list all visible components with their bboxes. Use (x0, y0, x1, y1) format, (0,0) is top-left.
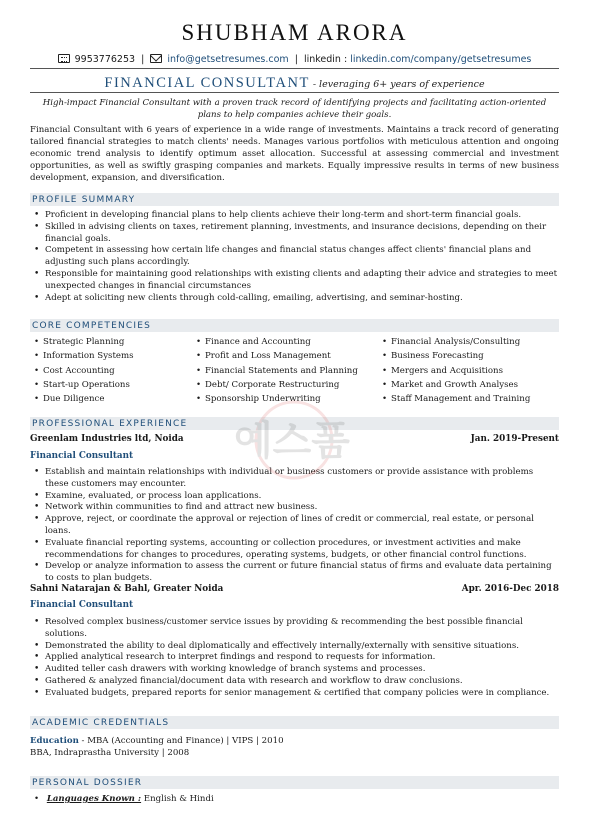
profile-bullet: • Responsible for maintaining good relationships with existing clients and adapting their advice and strategies to meet unexpected changes in financial circumstances (34, 269, 558, 293)
section-heading-profile-summary: PROFILE SUMMARY (30, 193, 559, 206)
phone-icon (58, 54, 70, 63)
email-link[interactable]: info@getsetresumes.com (167, 54, 289, 65)
profile-bullet: • Competent in assessing how certain life changes and financial status changes affect clients' financial plans and adjusting such plans accordingly. (34, 245, 558, 269)
job-header (30, 584, 559, 594)
headline-divider (30, 92, 559, 93)
competency-item: • Mergers and Acquisitions (382, 364, 558, 378)
duty-bullet: • Develop or analyze information to assess the current or future financial status of firms and evaluate data pertaining to costs to plan budgets. (34, 561, 558, 585)
summary-paragraph: Financial Consultant with 6 years of experience in a wide range of investments. Maintains a track record of generating tailored financial strategies to match clients' needs. Manages various portfolios with meticulous attention and ongoing economic trend analysis to identify optimum asset allocation. Successful at assessing commercial and investment opportunities, as well as swiftly grasping companies and markets. Equally impressive results in terms of new business development, expansion, and diversification. (30, 125, 559, 183)
headline (0, 72, 589, 92)
competency-item: • Profit and Loss Management (196, 349, 382, 363)
competency-item: • Sponsorship Underwriting (196, 392, 382, 406)
competency-item: • Due Diligence (34, 392, 196, 406)
headline-subtitle: - leveraging 6+ years of experience (309, 79, 485, 90)
languages-value: English & Hindi (141, 794, 214, 804)
competency-item: • Finance and Accounting (196, 335, 382, 349)
competencies-column-3 (382, 335, 558, 406)
section-heading-professional-experience: PROFESSIONAL EXPERIENCE (30, 417, 559, 430)
job-dates: Jan. 2019-Present (470, 434, 559, 444)
job-duties-list (34, 617, 558, 700)
candidate-name: SHUBHAM ARORA (181, 20, 408, 45)
mail-icon (150, 54, 162, 63)
competency-item: • Strategic Planning (34, 335, 196, 349)
section-heading-core-competencies: CORE COMPETENCIES (30, 319, 559, 332)
duty-bullet: • Applied analytical research to interpret findings and respond to requests for information. (34, 652, 558, 664)
duty-bullet: • Gathered & analyzed financial/document data with research and workflow to draw conclusions. (34, 676, 558, 688)
company-name: Sahni Natarajan & Bahl, Greater Noida (30, 584, 224, 594)
education-line-1 (30, 735, 284, 747)
competencies-column-1 (34, 335, 196, 406)
section-heading-personal-dossier: PERSONAL DOSSIER (30, 776, 559, 789)
profile-bullet: • Skilled in advising clients on taxes, retirement planning, investments, and insurance decisions, depending on their financial goals. (34, 222, 558, 246)
competency-item: • Cost Accounting (34, 364, 196, 378)
competency-item: • Financial Analysis/Consulting (382, 335, 558, 349)
job-role: Financial Consultant (30, 600, 134, 610)
phone-number: 9953776253 (74, 54, 136, 65)
company-name: Greenlam Industries ltd, Noida (30, 434, 184, 444)
linkedin-link[interactable]: linkedin.com/company/getsetresumes (350, 54, 532, 65)
languages-label: Languages Known : (46, 794, 142, 804)
duty-bullet: • Audited teller cash drawers with working knowledge of branch systems and processes. (34, 664, 558, 676)
competency-item: • Financial Statements and Planning (196, 364, 382, 378)
competencies-column-2 (196, 335, 382, 406)
watermark-text: 예스폼 (234, 418, 350, 464)
job-dates: Apr. 2016-Dec 2018 (461, 584, 559, 594)
education-label: Education (30, 736, 79, 746)
competency-item: • Information Systems (34, 349, 196, 363)
education-mba: - MBA (Accounting and Finance) | VIPS | 2010 (78, 736, 284, 746)
duty-bullet: • Examine, evaluated, or process loan applications. (34, 491, 558, 503)
header-divider (30, 68, 559, 69)
job-header (30, 434, 559, 444)
tagline: High-impact Financial Consultant with a proven track record of identifying projects and facilitating action-oriented plans to help companies achieve their goals. (42, 98, 547, 120)
contact-separator: | (294, 54, 298, 65)
duty-bullet: • Demonstrated the ability to deal diplomatically and effectively internally/externally with sensitive situations. (34, 641, 558, 653)
profile-bullet: • Adept at soliciting new clients through cold-calling, emailing, advertising, and seminar-hosting. (34, 293, 558, 305)
duty-bullet: • Establish and maintain relationships with individual or business customers or provide assistance with problems these customers may encounter. (34, 467, 558, 491)
duty-bullet: • Network within communities to find and attract new business. (34, 502, 558, 514)
contact-line (0, 54, 589, 65)
duty-bullet: • Evaluate financial reporting systems, accounting or collection procedures, or investment activities and make recommendations for changes to procedures, operating systems, budgets, or other financial control functions. (34, 538, 558, 562)
duty-bullet: • Approve, reject, or coordinate the approval or rejection of lines of credit or commercial, real estate, or personal loans. (34, 514, 558, 538)
duty-bullet: • Evaluated budgets, prepared reports for senior management & certified that company policies were in compliance. (34, 688, 558, 700)
competency-item: • Market and Growth Analyses (382, 378, 558, 392)
competencies-grid (34, 335, 558, 406)
profile-bullet: • Proficient in developing financial plans to help clients achieve their long-term and short-term financial goals. (34, 210, 558, 222)
competency-item: • Business Forecasting (382, 349, 558, 363)
competency-item: • Staff Management and Training (382, 392, 558, 406)
contact-separator: | (141, 54, 145, 65)
competency-item: • Debt/ Corporate Restructuring (196, 378, 382, 392)
job-duties-list (34, 467, 558, 585)
profile-summary-list (34, 210, 558, 304)
education-line-2: BBA, Indraprastha University | 2008 (30, 748, 190, 758)
job-role: Financial Consultant (30, 451, 134, 461)
competency-item: • Start-up Operations (34, 378, 196, 392)
languages-item (34, 794, 214, 804)
section-heading-academic-credentials: ACADEMIC CREDENTIALS (30, 716, 559, 729)
duty-bullet: • Resolved complex business/customer service issues by providing & recommending the best possible financial solutions. (34, 617, 558, 641)
headline-title: FINANCIAL CONSULTANT (104, 75, 310, 91)
linkedin-label: linkedin : (303, 54, 348, 65)
